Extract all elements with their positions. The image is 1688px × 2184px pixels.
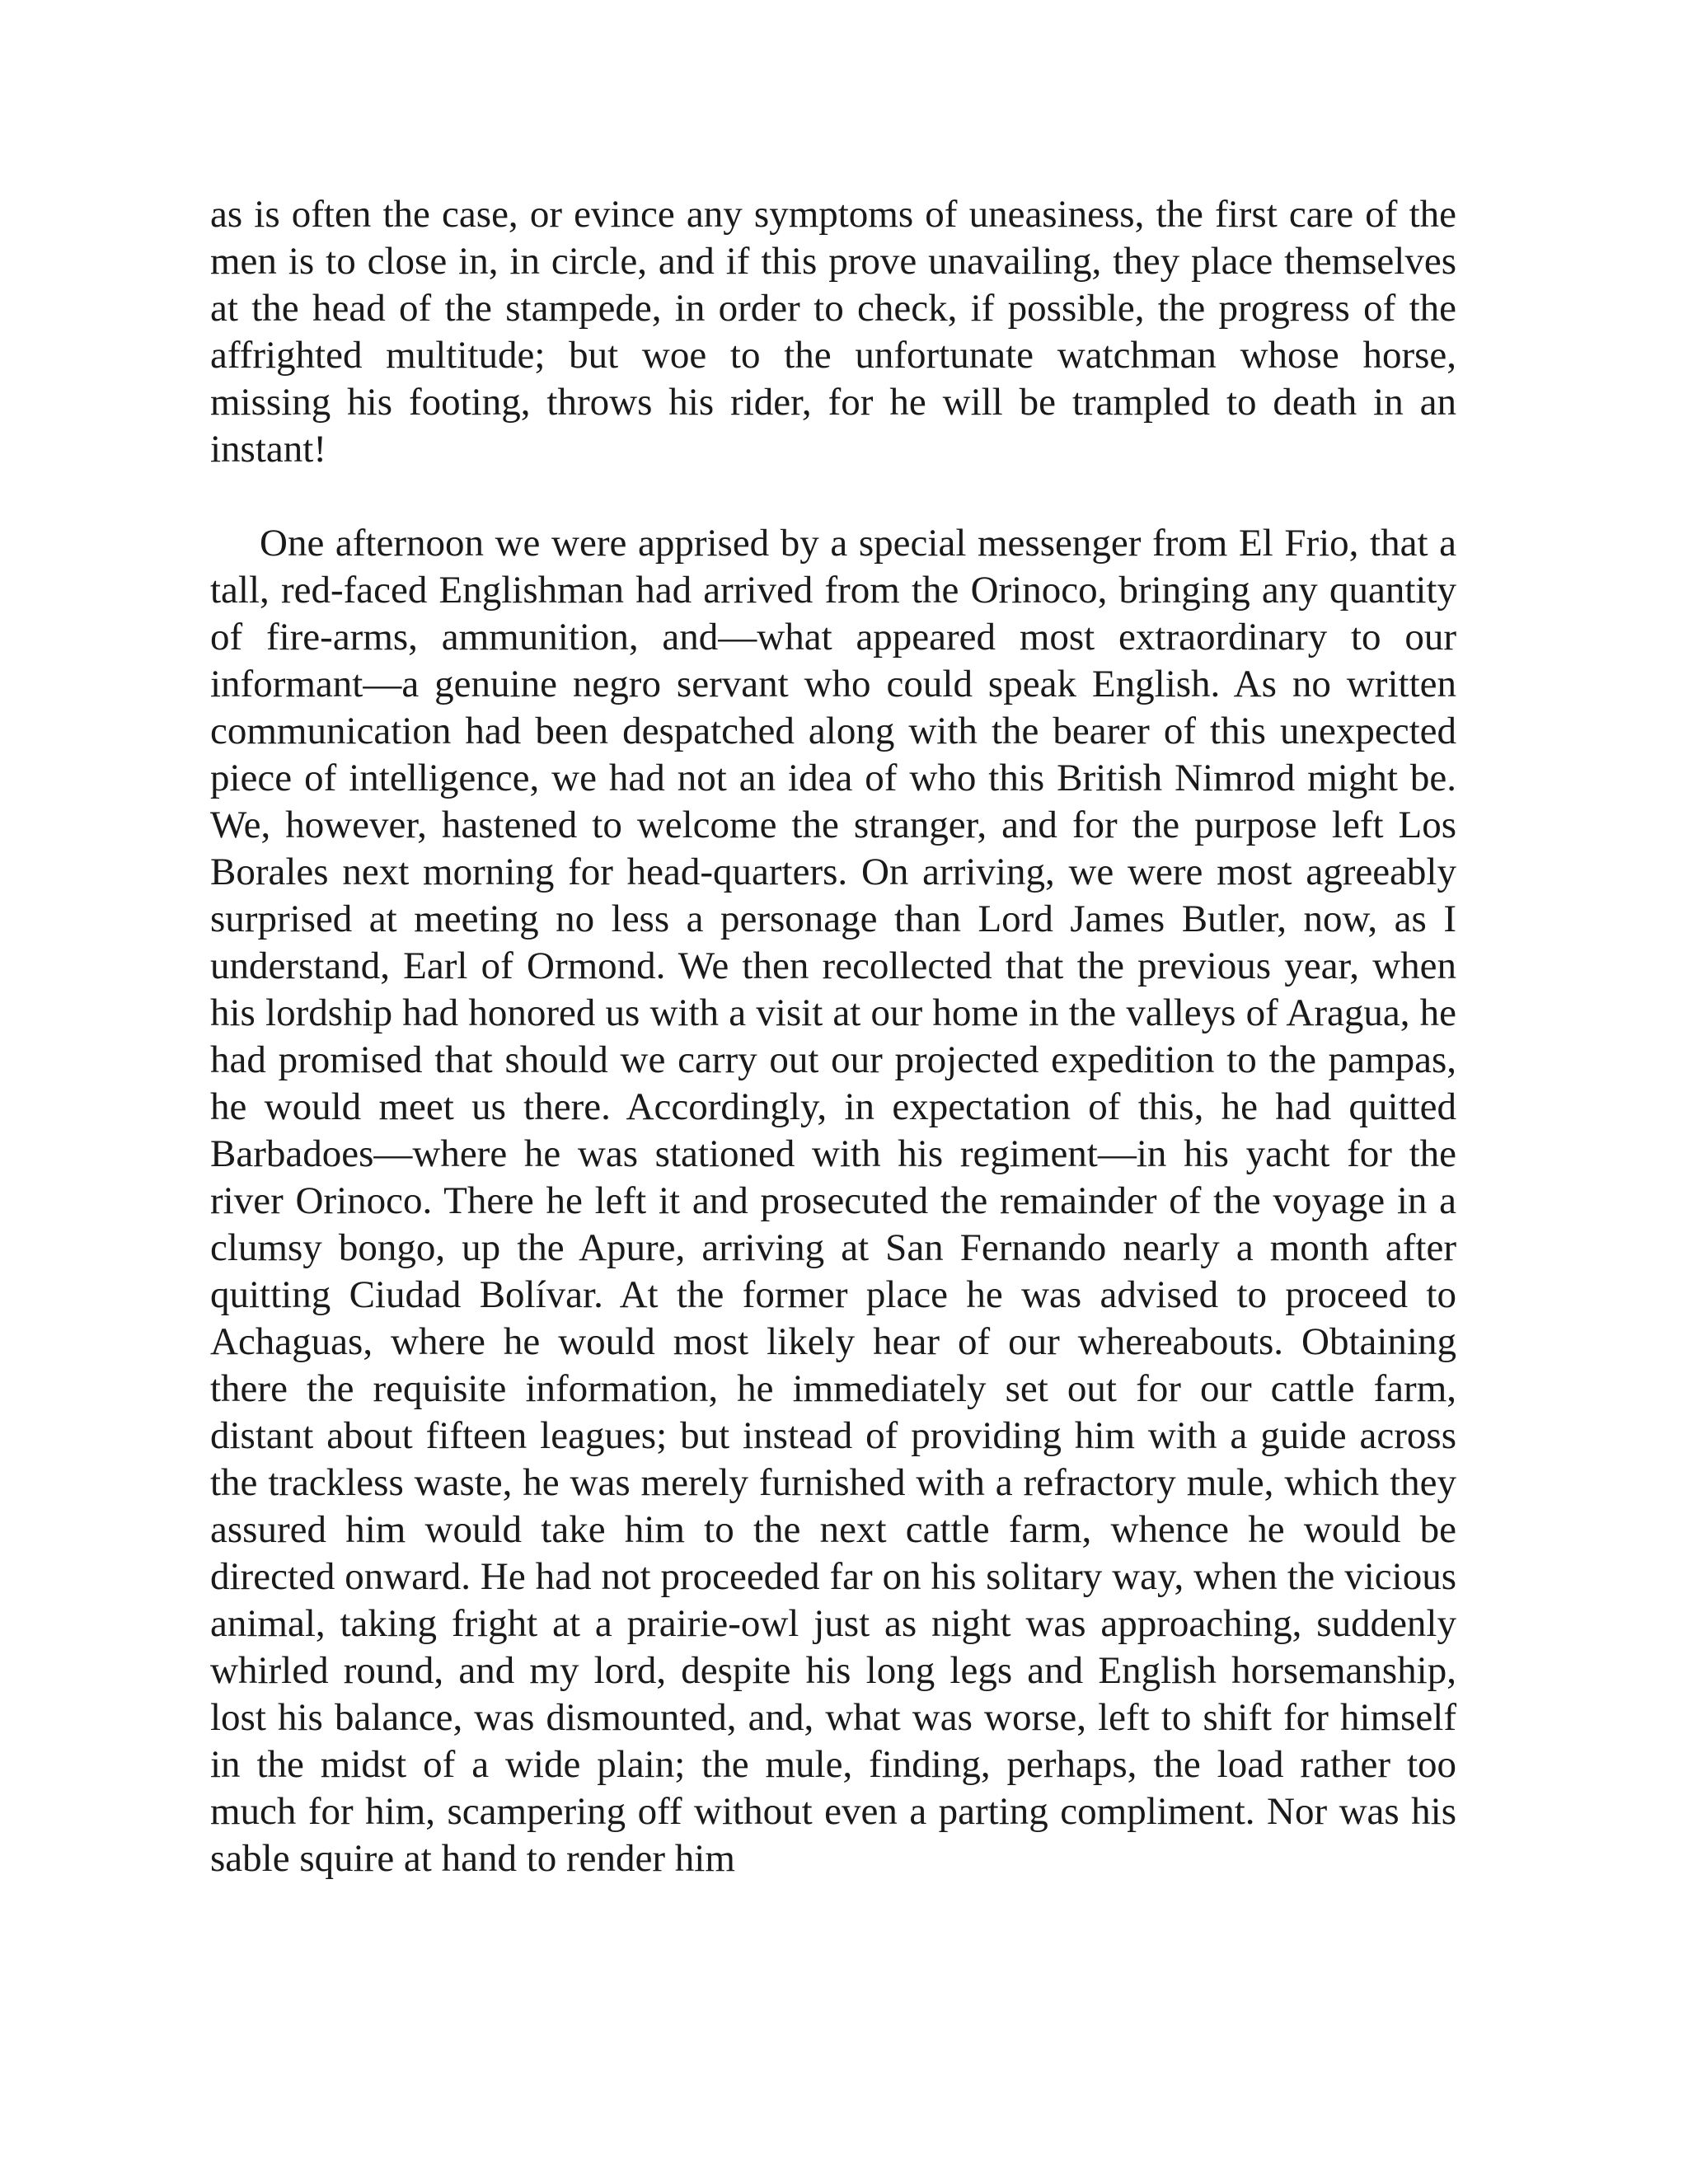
paragraph-englishman-arrival: One afternoon we were apprised by a special messenger from El Frio, that a tall, red-faced Englishman had arrived from the Orinoco, bringing any quantity of fire-arms, ammunition, and—what appeared most extraordinary to our informant—a genuine negro servant who could speak English. As no written communication had been despatched along with the bearer of this unexpected piece of intelligence, we had not an idea of who this British Nimrod might be. We, however, hastened to welcome the stranger, and for the purpose left Los Borales next morning for head-quarters. On arriving, we were most agreeably surprised at meeting no less a personage than Lord James Butler, now, as I understand, Earl of Ormond. We then recollected that the previous year, when his lordship had honored us with a visit at our home in the valleys of Aragua, he had promised that should we carry out our projected expedition to the pampas, he would meet us there. Accordingly, in expectation of this, he had quitted Barbadoes—where he was stationed with his regiment—in his yacht for the river Orinoco. There he left it and prosecuted the remainder of the voyage in a clumsy bongo, up the Apure, arriving at San Fernando nearly a month after quitting Ciudad Bolívar. At the former place he was advised to proceed to Achaguas, where he would most likely hear of our whereabouts. Obtaining there the requisite information, he immediately set out for our cattle farm, distant about fifteen leagues; but instead of providing him with a guide across the trackless waste, he was merely furnished with a refractory mule, which they assured him would take him to the next cattle farm, whence he would be directed onward. He had not proceeded far on his solitary way, when the vicious animal, taking fright at a prairie-owl just as night was approaching, suddenly whirled round, and my lord, despite his long legs and English horsemanship, lost his balance, was dismounted, and, what was worse, left to shift for himself in the midst of a wide plain; the mule, finding, perhaps, the load rather too much for him, scampering off without even a parting compliment. Nor was his sable squire at hand to render him xyxy=(210,522,1456,1880)
paragraph-stampede: as is often the case, or evince any symptoms of uneasiness, the first care of the men is to close in, in circle, and if this prove unavailing, they place themselves at the head of the stampede, in order to check, if possible, the progress of the affrighted multitude; but woe to the unfortunate watchman whose horse, missing his footing, throws his rider, for he will be trampled to death in an instant! xyxy=(210,193,1456,471)
page-body xyxy=(210,191,1456,1882)
